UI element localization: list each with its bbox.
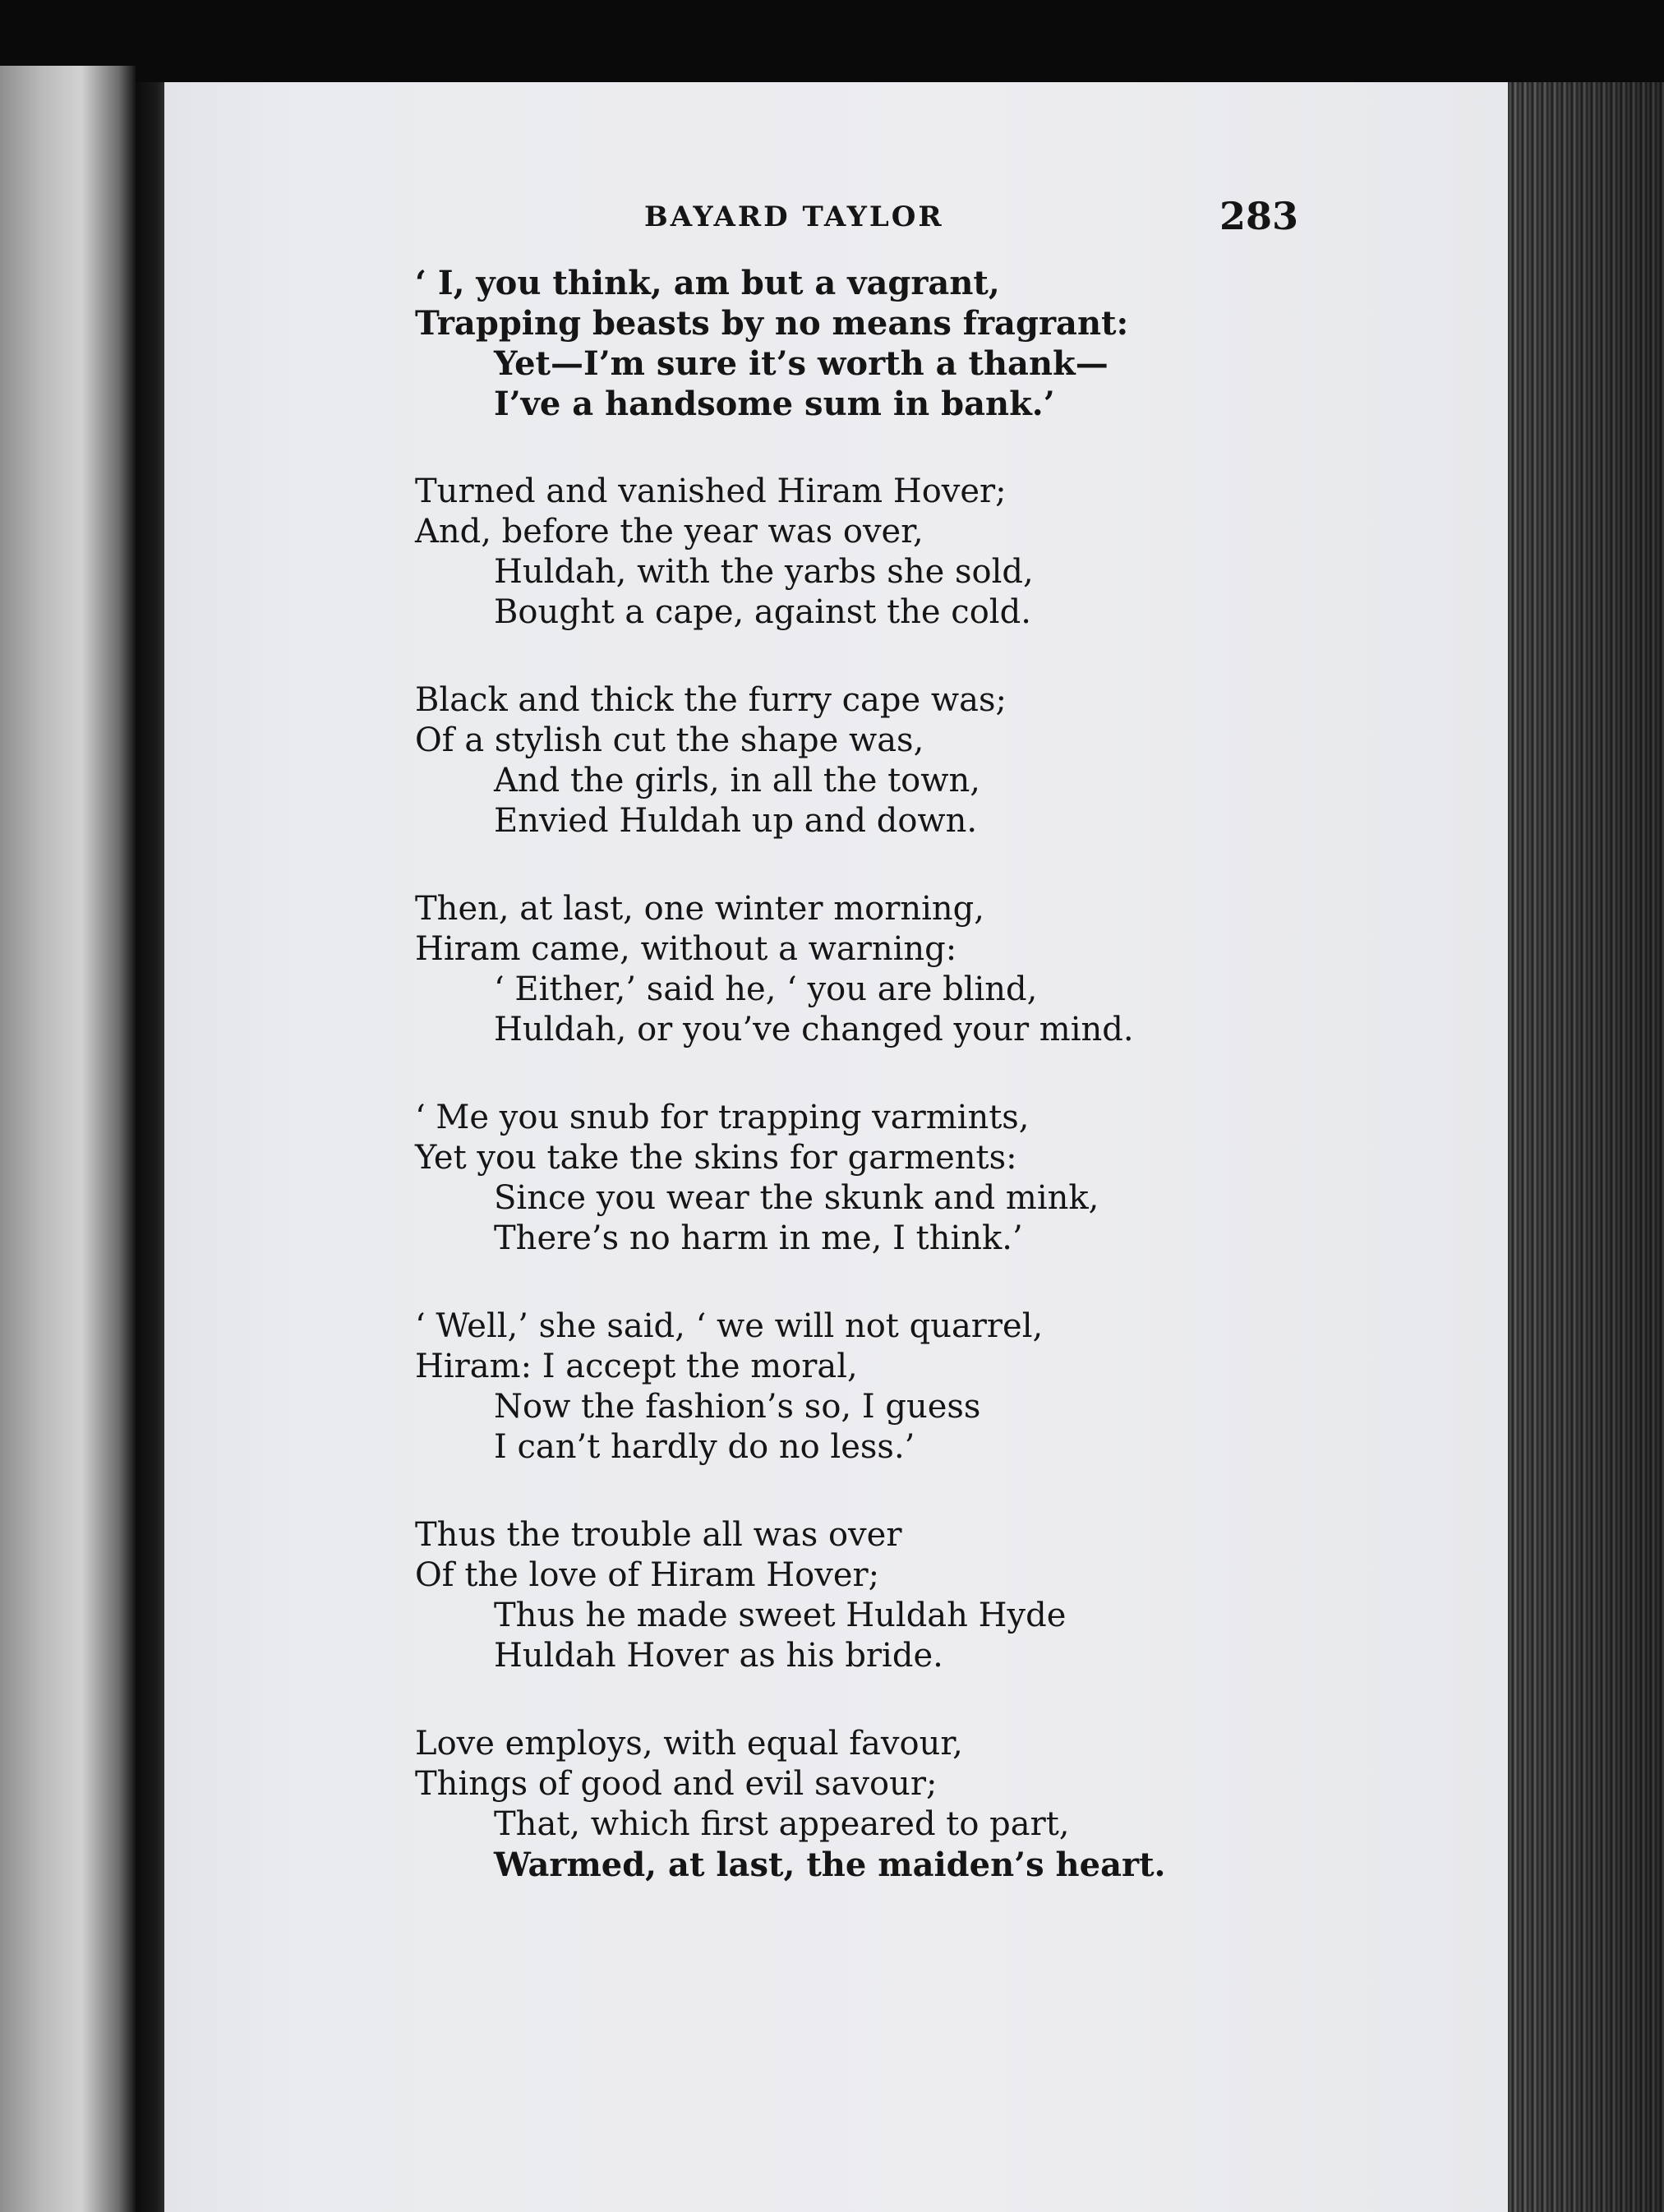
poem-line: Envied Huldah up and down. <box>494 802 978 840</box>
poem-line: Now the fashion’s so, I guess <box>494 1388 981 1426</box>
previous-page-edge <box>0 66 136 2212</box>
poem-line: That, which first appeared to part, <box>494 1805 1070 1843</box>
poem-line: ‘ I, you think, am but a vagrant, <box>415 264 1000 302</box>
stanza <box>415 889 1319 1050</box>
poem-line: Of a stylish cut the shape was, <box>415 721 924 759</box>
poem-line: Thus he made sweet Huldah Hyde <box>494 1597 1067 1634</box>
poem-line: There’s no harm in me, I think.’ <box>494 1219 1023 1257</box>
stanza <box>415 1306 1319 1468</box>
poem-line: And the girls, in all the town, <box>494 762 980 800</box>
stanza <box>415 1724 1319 1885</box>
poem-line: Yet—I’m sure it’s worth a thank— <box>494 344 1109 383</box>
poem-line: Black and thick the furry cape was; <box>415 681 1007 719</box>
poem-line: Warmed, at last, the maiden’s heart. <box>494 1846 1166 1884</box>
stanza <box>415 472 1319 633</box>
poem-line: Huldah Hover as his bride. <box>494 1637 943 1675</box>
page-stack-edges <box>1508 82 1664 2212</box>
poem-line: I’ve a handsome sum in bank.’ <box>494 385 1055 423</box>
stanza <box>415 680 1319 841</box>
poem-line: Trapping beasts by no means fragrant: <box>415 304 1129 343</box>
poem-line: Turned and vanished Hiram Hover; <box>415 472 1007 510</box>
poem-line: Huldah, with the yarbs she sold, <box>494 553 1034 591</box>
poem-line: Yet you take the skins for garments: <box>415 1139 1017 1177</box>
poem-line: Huldah, or you’ve changed your mind. <box>494 1011 1134 1048</box>
poem-line: Hiram came, without a warning: <box>415 930 957 968</box>
poem-line: And, before the year was over, <box>415 513 924 551</box>
poem-line: Since you wear the skunk and mink, <box>494 1179 1099 1217</box>
poem-line: Hiram: I accept the moral, <box>415 1348 858 1385</box>
poem-line: Things of good and evil savour; <box>415 1765 938 1803</box>
poem <box>415 263 1319 1933</box>
poem-line: Love employs, with equal favour, <box>415 1725 963 1763</box>
poem-line: I can’t hardly do no less.’ <box>494 1428 915 1466</box>
poem-line: Bought a cape, against the cold. <box>494 593 1031 631</box>
stanza <box>415 263 1319 424</box>
poem-line: Of the love of Hiram Hover; <box>415 1556 880 1594</box>
poem-line: Thus the trouble all was over <box>415 1516 902 1554</box>
poem-line: ‘ Either,’ said he, ‘ you are blind, <box>494 970 1038 1008</box>
page-number: 283 <box>1219 194 1299 238</box>
stanza <box>415 1515 1319 1676</box>
running-head: BAYARD TAYLOR <box>644 200 944 233</box>
poem-line: Then, at last, one winter morning, <box>415 890 984 928</box>
poem-line: ‘ Well,’ she said, ‘ we will not quarrel, <box>415 1307 1044 1345</box>
stanza <box>415 1098 1319 1259</box>
poem-line: ‘ Me you snub for trapping varmints, <box>415 1099 1030 1136</box>
